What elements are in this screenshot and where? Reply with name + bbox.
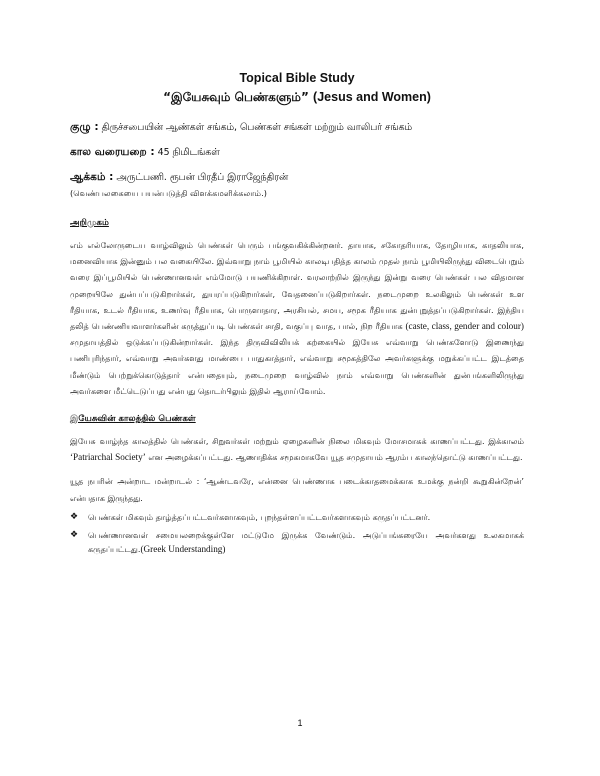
author-label: ஆக்கம் : <box>70 171 114 183</box>
meta-author <box>70 170 524 185</box>
women-bullet-list <box>70 510 524 556</box>
meta-duration <box>70 145 524 160</box>
section-women-in-jesus-time <box>70 413 524 556</box>
women-p1-part2: என அழைக்கப்பட்டது. ஆணாதிக்க சமூகமாகவே யூத சமுதாயம் ஆரம்ப காலந்தொட்டு காணப்பட்டது. <box>148 452 523 463</box>
intro-text-part1: எம் எல்லோருடைய வாழ்விலும் பெண்கள் பெரும் பங்குவகிக்கின்றனர். தாயாக, சகோதரியாக, தோழியாக, காதலியாக, மனைவியாக இன்னும் பல வகையிலே. இவ்வாறு நாம் பூமியில் காலடிபதித்த காலம் முதல் நாம் பூமியிலிருந்து விடைபெறும் வரை இப்பூமியில் பெண்ணானவள் எம்மோடு பயணிக்கிறாள். வரலாற்றில் இருந்து இன்று வரை பெண்கள் பல விதமான முறையிலே துன்பப்படுகிறார்கள், துயரப்படுகிறார்கள், வேதனைப்படுகிறார்கள். நடைமுறை உலகிலும் பெண்கள் உள ரீதியாக, உடல் ரீதியாக, உணர்வு ரீதியாக, பொருளாதார, அரசியல், சமய, சமூக ரீதியாக துன்புறுத்தப்படுகிறார்கள். இந்திய தலித் பெண்ணியவாளர்களின் கருத்துப்படி பெண்கள் சாதி, வகுப்பு வாத, பால், நிற ரீதியாக <box>70 240 524 332</box>
group-label: குழு : <box>70 121 99 133</box>
whiteboard-note: (வெண்பலகையை பயன்படுத்தி விளக்கமளிக்கலாம்.) <box>70 188 267 198</box>
section-heading-introduction: அறிமுகம் <box>70 218 109 228</box>
author-value: அருட்பணி. ரூபன் பிரதீப் இராஜேந்திரன் <box>116 172 289 183</box>
document-title: Topical Bible Study <box>239 71 355 85</box>
section-heading-women-in-jesus-time: இயேசுவின் காலத்தில் பெண்கள் <box>70 414 196 425</box>
list-item <box>70 528 524 556</box>
meta-group <box>70 120 524 135</box>
subtitle-english: (Jesus and Women) <box>313 90 431 104</box>
bullet-text: பெண்கள் மிகவும் தாழ்த்தப்பட்டவர்களாகவும், புறந்தள்ளப்பட்டவர்களாகவும் கருதப்பட்டனர். <box>88 511 431 522</box>
introduction-paragraph <box>70 237 524 399</box>
diamond-bullet-icon: ❖ <box>70 529 79 540</box>
subtitle-tamil: “இயேசுவும் பெண்களும்” <box>163 90 309 104</box>
section-introduction <box>70 217 524 399</box>
page-number: 1 <box>297 718 303 728</box>
intro-english-terms: (caste, class, gender and colour) <box>405 321 524 332</box>
bullet-text: பெண்ணானவள் சமையலறைக்குள்ளே மட்டுமே இருக்க வேண்டும். அடுப்பங்கரையே அவர்களது உலகமாகக் கருதப்பட்டது. <box>88 529 524 554</box>
group-value: திருச்சபையின் ஆண்கள் சங்கம், பெண்கள் சங்கள் மற்றும் வாலிபர் சங்கம் <box>101 122 412 133</box>
women-paragraph-2: யூத நபரின் அன்றாட மன்றாடல் : ‘ஆண்டவரே, என்னை பெண்ணாக படைக்காதமைக்காக உமக்கு நன்றி கூறுகின்றேன்’ என்பதாக இருந்தது. <box>70 476 524 503</box>
duration-label: கால வரையறை : <box>70 146 155 158</box>
document-subtitle <box>70 88 524 106</box>
meta-block <box>70 120 524 199</box>
list-item <box>70 510 524 524</box>
intro-text-part2: சமுதாயத்தில் ஒடுக்கப்படுகின்றார்கள். இந்த திருவிவிலியக் கற்கையில் இயேசு எவ்வாறு பெண்களோடு இணைந்து பணிபுரிந்தார், எவ்வாறு அவர்களது மாண்பை பாதுகாத்தார், எவ்வாறு சமூகத்திலே அவர்களுக்கு மறுக்கப்பட்ட இடத்தை மீண்டும் பெற்றுக்கொடுத்தார் என்பதையும், நடைமுறை வாழ்வில் நாம் எவ்வாறு பெண்களின் துன்பங்களிலிருந்து அவர்களை மீட்டெடுப்பது என்பது தொடர்பிலும் இதில் ஆராய்வோம். <box>70 337 524 396</box>
duration-value: 45 நிமிடங்கள் <box>157 147 220 158</box>
bullet-english-note: (Greek Understanding) <box>140 543 226 554</box>
women-p1-english: ‘Patriarchal Society’ <box>70 452 146 463</box>
women-paragraph-1 <box>70 433 524 465</box>
diamond-bullet-icon: ❖ <box>70 511 79 522</box>
women-p1-part1: இயேசு வாழ்ந்த காலத்தில் பெண்கள், சிறுவர்கள் மற்றும் ஏழைகளின் நிலை மிகவும் மோசமாகக் காணப்பட்டது. இக்காலம் <box>70 436 524 447</box>
